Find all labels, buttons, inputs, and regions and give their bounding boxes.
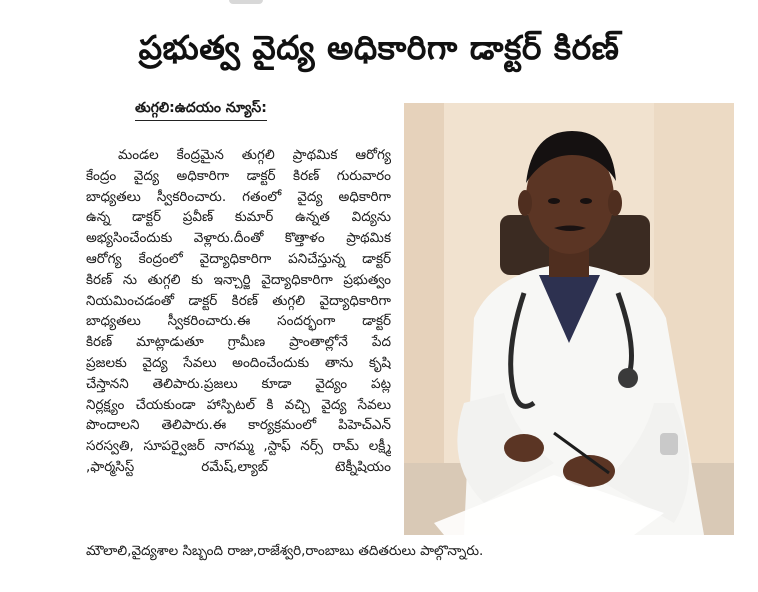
- article-dateline: తుగ్గలి:ఉదయం న్యూస్:: [135, 100, 267, 121]
- article-body-line: చేస్తానని తెలిపారు.ప్రజలు కూడా వైద్యం పట్ల: [86, 375, 391, 392]
- article-body-line: నిర్లక్ష్యం చేయకుండా హాస్పిటల్ కి వచ్చి వైద్య సేవలు: [86, 396, 391, 413]
- article-headline: ప్రభుత్వ వైద్య అధికారిగా డాక్టర్ కిరణ్: [138, 28, 620, 67]
- top-page-mark: [229, 0, 263, 4]
- article-body-line: కిరణ్ ను తుగ్గలి కు ఇన్చార్జి వైద్యాధికారిగా ప్రభుత్వం: [86, 271, 391, 288]
- article-body-line: ఆరోగ్య కేంద్రంలో వైద్యాధికారిగా పనిచేస్తున్న డాక్టర్: [86, 250, 391, 267]
- article-body-line: పొందాలని తెలిపారు.ఈ కార్యక్రమంలో పిహెచ్ఎన్: [86, 417, 391, 434]
- article-body-line: సరస్వతి, సూపర్వైజర్ నాగమ్మ ,స్టాఫ్ నర్స్ రామ్ లక్ష్మీ: [86, 438, 391, 455]
- article-body-tail: [86, 541, 756, 562]
- article-body-line: అభ్యసించేందుకు వెళ్లారు.దీంతో కొత్తాళం ప్రాథమిక: [86, 230, 391, 247]
- article-body-line: నియమించడంతో డాక్టర్ కిరణ్ తుగ్గలి వైద్యాధికారిగా: [86, 292, 391, 309]
- article-body-line: ,ఫార్మసిస్ట్ రమేష్,ల్యాబ్ టెక్నీషియం: [86, 458, 391, 475]
- article-body-line: మౌలాలి,వైద్యశాల సిబ్బంది రాజు,రాజేశ్వరి,రాంబాబు తదితరులు పాల్గొన్నారు.: [86, 543, 484, 559]
- article-body: [86, 145, 391, 478]
- article-body-line: ఉన్న డాక్టర్ ప్రవీణ్ కుమార్ ఉన్నత విద్యను: [86, 209, 391, 226]
- article-body-line: ప్రజలకు వైద్య సేవలు అందించేందుకు తాను కృషి: [86, 354, 391, 371]
- doctor-portrait-illustration: [404, 103, 734, 535]
- article-body-line: కిరణ్ మాట్లాడుతూ గ్రామీణ ప్రాంతాల్లోనే పేద: [86, 334, 391, 351]
- doctor-photo: [404, 103, 734, 535]
- article-body-line: బాధ్యతలు స్వీకరించారు. గతంలో వైద్య అధికారిగా: [86, 188, 391, 205]
- article-body-line: బాధ్యతలు స్వీకరించారు.ఈ సందర్భంగా డాక్టర్: [86, 313, 391, 330]
- article-body-line: కేంద్రం వైద్య అధికారిగా డాక్టర్ కిరణ్ గురువారం: [86, 167, 391, 184]
- article-body-line: మండల కేంద్రమైన తుగ్గలి ప్రాథమిక ఆరోగ్య: [118, 147, 391, 163]
